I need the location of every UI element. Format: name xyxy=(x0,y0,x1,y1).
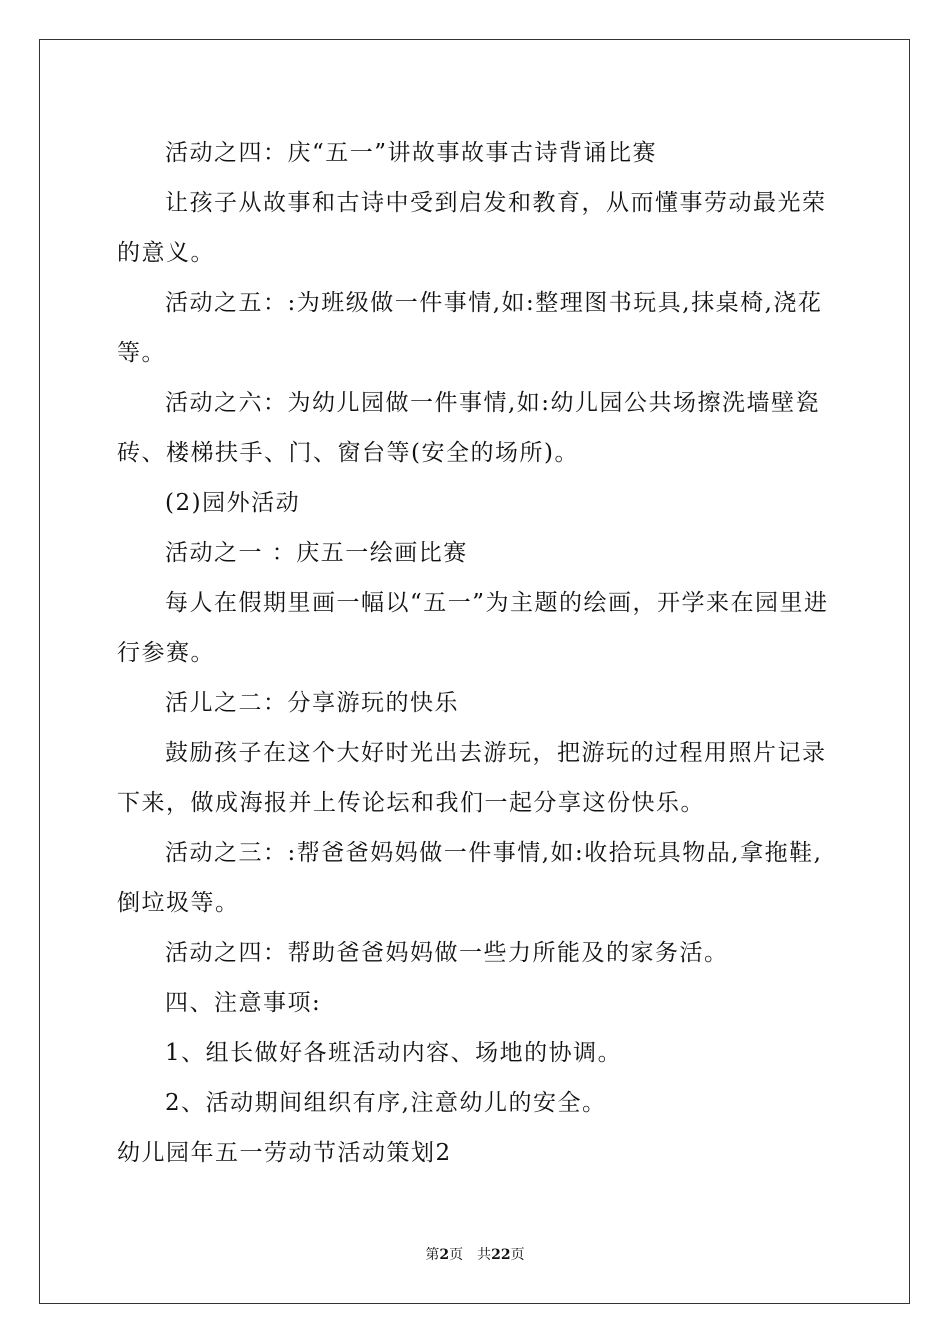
total-pages-suffix: 页 xyxy=(510,1247,525,1263)
paragraph: 让孩子从故事和古诗中受到启发和教育，从而懂事劳动最光荣的意义。 xyxy=(117,190,827,266)
paragraph: 活动之六：为幼儿园做一件事情,如:幼儿园公共场擦洗墙壁瓷砖、楼梯扶手、门、窗台等(安全的场所)。 xyxy=(117,390,821,466)
paragraph: 四、注意事项: xyxy=(165,990,322,1016)
paragraph: 活动之四：庆“五一”讲故事故事古诗背诵比赛 xyxy=(165,140,658,166)
paragraph: 活动之四：帮助爸爸妈妈做一些力所能及的家务活。 xyxy=(165,940,729,966)
paragraph: 鼓励孩子在这个大好时光出去游玩，把游玩的过程用照片记录下来，做成海报并上传论坛和我们一起分享这份快乐。 xyxy=(117,740,827,816)
paragraph: 2、活动期间组织有序,注意幼儿的安全。 xyxy=(165,1090,607,1116)
total-pages-prefix: 共 xyxy=(477,1247,492,1263)
page-number-suffix: 页 xyxy=(449,1247,464,1263)
paragraph: 1、组长做好各班活动内容、场地的协调。 xyxy=(165,1040,623,1066)
next-section-title: 幼儿园年五一劳动节活动策划2 xyxy=(117,1140,452,1166)
paragraph: 每人在假期里画一幅以“五一”为主题的绘画，开学来在园里进行参赛。 xyxy=(117,590,829,666)
total-pages: 22 xyxy=(491,1247,511,1263)
page-number: 2 xyxy=(439,1247,450,1263)
page-footer xyxy=(0,1245,950,1265)
paragraph: 活儿之二：分享游玩的快乐 xyxy=(165,690,459,716)
paragraph: 活动之三：:帮爸爸妈妈做一件事情,如:收拾玩具物品,拿拖鞋,倒垃圾等。 xyxy=(117,840,823,916)
page-number-prefix: 第 xyxy=(425,1247,440,1263)
paragraph: 活动之一 ：庆五一绘画比赛 xyxy=(165,540,468,566)
document-body xyxy=(117,128,837,1178)
paragraph: 活动之五：:为班级做一件事情,如:整理图书玩具,抹桌椅,浇花等。 xyxy=(117,290,823,366)
paragraph: (2)园外活动 xyxy=(165,490,301,516)
